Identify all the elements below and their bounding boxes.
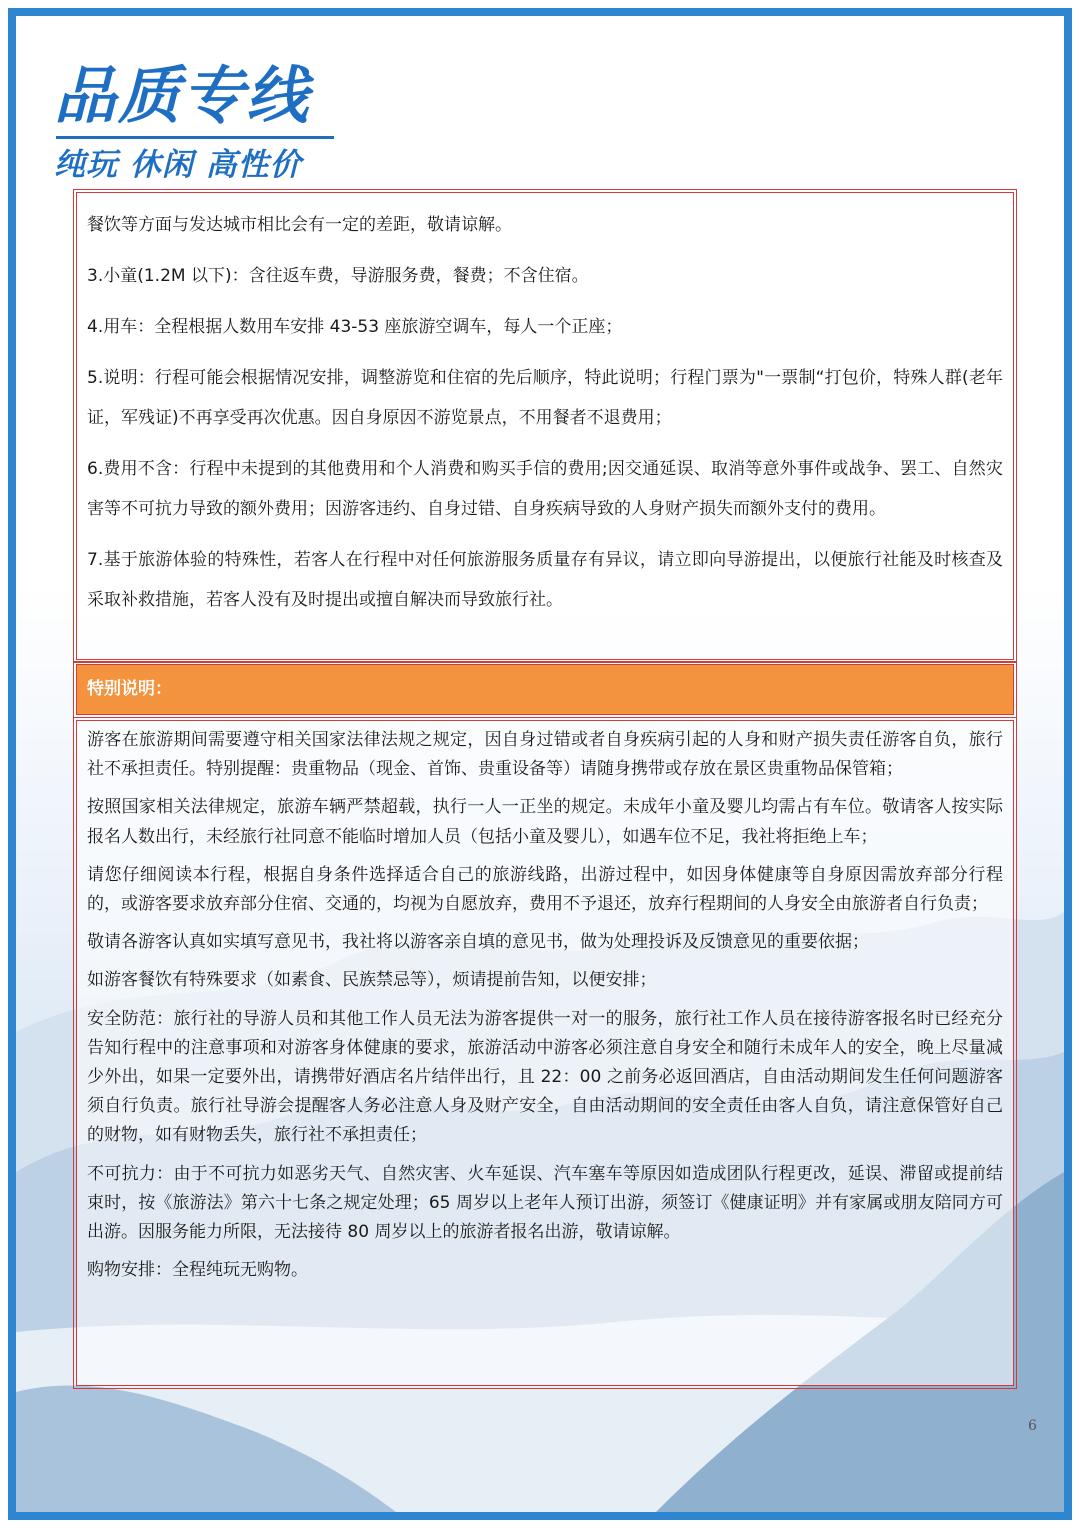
brand-title: 品质专线 (54, 59, 311, 132)
special-note-paragraph: 游客在旅游期间需要遵守相关国家法律法规之规定，因自身过错或者自身疾病引起的人身和财产损失责任游客自负，旅行社不承担责任。特别提醒：贵重物品（现金、首饰、贵重设备等）请随身携带或存放在景区贵重物品保管箱； (87, 730, 1003, 780)
special-note-paragraph: 敬请各游客认真如实填写意见书，我社将以游客亲自填的意见书，做为处理投诉及反馈意见的重要依据； (87, 932, 869, 953)
fee-note-paragraph: 餐饮等方面与发达城市相比会有一定的差距，敬请谅解。 (87, 215, 512, 235)
page-number: 6 (1028, 1418, 1037, 1434)
brand-divider (56, 136, 334, 139)
special-note-heading: 特别说明： (76, 664, 1014, 715)
special-note-paragraph: 如游客餐饮有特殊要求（如素食、民族禁忌等），烦请提前告知，以便安排； (87, 970, 657, 991)
special-note-paragraph: 购物安排：全程纯玩无购物。 (87, 1260, 308, 1281)
fee-note-paragraph: 7.基于旅游体验的特殊性，若客人在行程中对任何旅游服务质量存有异议，请立即向导游提出，以便旅行社能及时核查及采取补救措施，若客人没有及时提出或擅自解决而导致旅行社。 (87, 550, 1003, 610)
fee-notes-box (76, 192, 1014, 660)
special-note-paragraph: 请您仔细阅读本行程，根据自身条件选择适合自己的旅游线路，出游过程中，如因身体健康等自身原因需放弃部分行程的，或游客要求放弃部分住宿、交通的，均视为自愿放弃，费用不予退还，放弃行程期间的人身安全由旅游者自行负责； (87, 864, 1003, 915)
fee-note-paragraph: 4.用车：全程根据人数用车安排 43-53 座旅游空调车，每人一个正座； (87, 317, 623, 337)
special-note-paragraph: 按照国家相关法律规定，旅游车辆严禁超载，执行一人一正坐的规定。未成年小童及婴儿均需占有车位。敬请客人按实际报名人数出行，未经旅行社同意不能临时增加人员（包括小童及婴儿），如遇车位不足，我社将拒绝上车； (87, 797, 1003, 847)
fee-note-paragraph: 5.说明：行程可能会根据情况安排，调整游览和住宿的先后顺序，特此说明；行程门票为"一票制“打包价，特殊人群(老年证，军残证)不再享受再次优惠。因自身原因不游览景点，不用餐者不退费用； (87, 368, 1003, 428)
brand-subtitle: 纯玩 休闲 高性价 (54, 147, 302, 183)
special-note-box (76, 720, 1014, 1386)
special-note-paragraph: 不可抗力：由于不可抗力如恶劣天气、自然灾害、火车延误、汽车塞车等原因如造成团队行程更改，延误、滞留或提前结束时，按《旅游法》第六十七条之规定处理；65 周岁以上老年人预订出游，须签订《健康证明》并有家属或朋友陪同方可出游。因服务能力所限，无法接待 80 周岁以上的旅游者报名出游，敬请谅解。 (87, 1163, 1003, 1243)
page-frame (8, 8, 1072, 1520)
fee-note-paragraph: 3.小童(1.2M 以下)：含往返车费，导游服务费，餐费；不含住宿。 (87, 266, 589, 286)
special-note-paragraph: 安全防范：旅行社的导游人员和其他工作人员无法为游客提供一对一的服务，旅行社工作人员在接待游客报名时已经充分告知行程中的注意事项和对游客身体健康的要求，旅游活动中游客必须注意自身安全和随行未成年人的安全，晚上尽量减少外出，如果一定要外出，请携带好酒店名片结伴出行，且 22：00 之前务必返回酒店，自由活动期间发生任何问题游客须自行负责。旅行社导游会提醒客人务必注意人身及财产安全，自由活动期间的安全责任由客人自负，请注意保管好自己的财物，如有财物丢失，旅行社不承担责任； (87, 1008, 1003, 1146)
brand-header (54, 58, 334, 185)
fee-note-paragraph: 6.费用不含：行程中未提到的其他费用和个人消费和购买手信的费用;因交通延误、取消等意外事件或战争、罢工、自然灾害等不可抗力导致的额外费用；因游客违约、自身过错、自身疾病导致的人身财产损失而额外支付的费用。 (87, 459, 1003, 519)
